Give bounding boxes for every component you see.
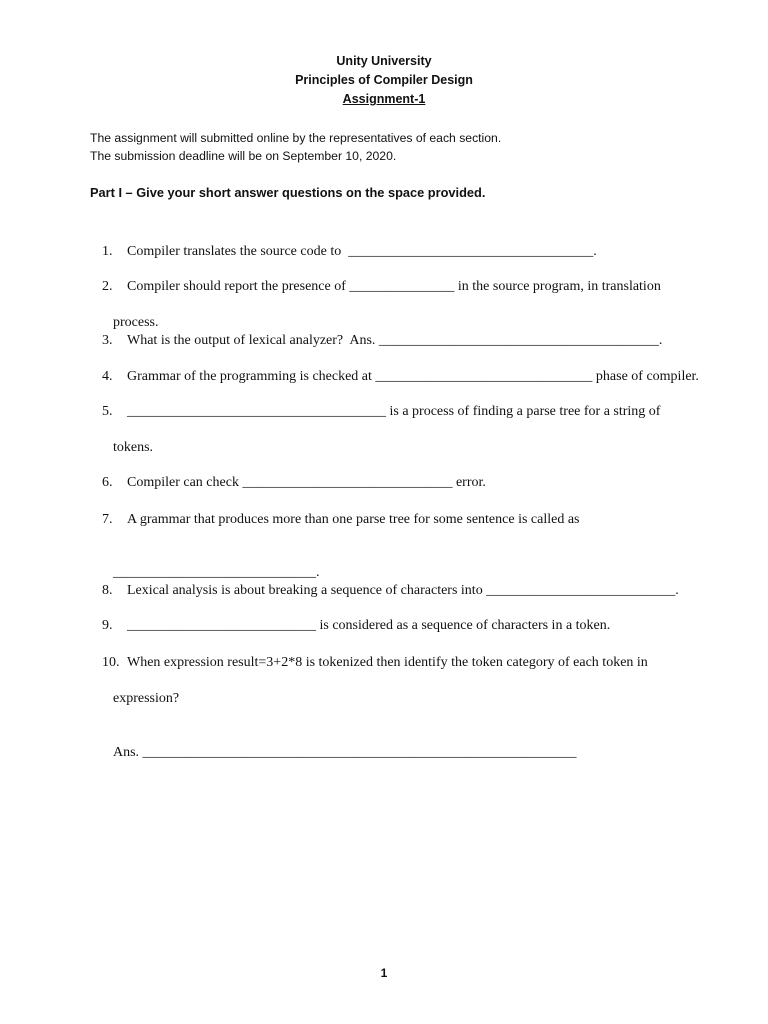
question-text: Lexical analysis is about breaking a sequence of characters into ___________________________. — [127, 583, 679, 598]
question-text: Compiler can check ______________________________ error. — [127, 475, 486, 490]
question-number: 10. — [102, 655, 120, 670]
question-text-continued: process. — [113, 315, 159, 330]
page-number: 1 — [380, 966, 388, 980]
question-text: Compiler translates the source code to ___________________________________. — [127, 244, 597, 259]
question-text: Compiler should report the presence of _______________ in the source program, in translation — [127, 279, 661, 294]
question-10 — [88, 636, 738, 798]
question-text-continued: tokens. — [113, 440, 154, 455]
part-heading: Part I – Give your short answer questions on the space provided. — [90, 185, 486, 200]
question-number: 5. — [102, 404, 113, 419]
question-number: 7. — [102, 512, 113, 527]
question-text: _____________________________________ is a process of finding a parse tree for a string of — [127, 404, 661, 419]
answer-line: Ans. ______________________________________________________________ — [113, 745, 577, 760]
assignment-title-text: Assignment-1 — [342, 92, 426, 106]
question-number: 9. — [102, 618, 113, 633]
university-name: Unity University — [336, 54, 432, 68]
question-number: 4. — [102, 369, 113, 384]
assignment-title — [0, 92, 768, 106]
question-text: What is the output of lexical analyzer? Ans. ________________________________________. — [127, 333, 663, 348]
question-number: 8. — [102, 583, 113, 598]
question-text: ___________________________ is considered as a sequence of characters in a token. — [127, 618, 611, 633]
question-text: Grammar of the programming is checked at _______________________________ phase of compiler. — [127, 369, 699, 384]
submission-note: The assignment will submitted online by the representatives of each section. — [90, 131, 502, 145]
question-text: A grammar that produces more than one parse tree for some sentence is called as — [127, 512, 580, 527]
question-text-continued: expression? — [113, 691, 180, 706]
question-text: When expression result=3+2*8 is tokenized then identify the token category of each token in — [127, 655, 648, 670]
question-number: 2. — [102, 279, 113, 294]
question-number: 3. — [102, 333, 113, 348]
question-number: 1. — [102, 244, 113, 259]
question-number: 6. — [102, 475, 113, 490]
question-text-continued: _____________________________. — [113, 565, 320, 580]
deadline-note: The submission deadline will be on September 10, 2020. — [90, 149, 397, 163]
course-title: Principles of Compiler Design — [295, 73, 473, 87]
